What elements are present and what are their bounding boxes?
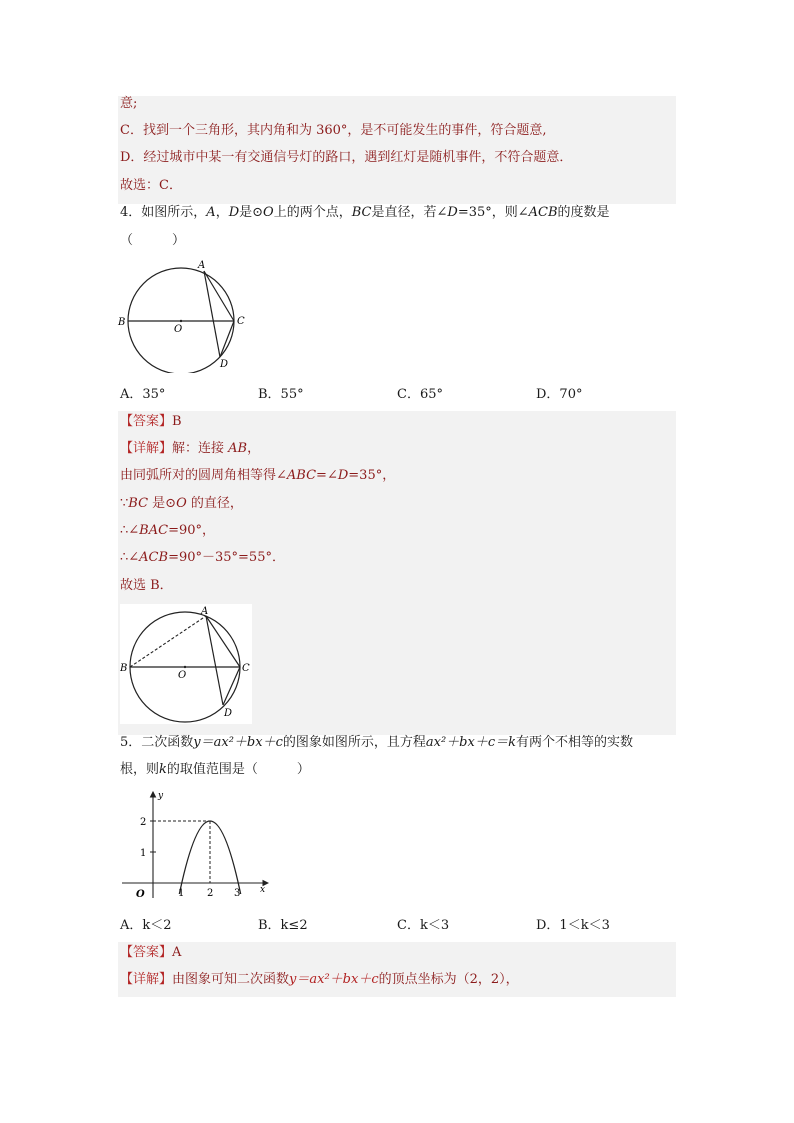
q4-fig-label-D: D [220, 359, 229, 370]
q5-axis-y-label: y [158, 791, 164, 801]
q4-detail-2: 由同弧所对的圆周角相等得∠ABC=∠D=35°， [120, 468, 396, 483]
q4-option-c: C．65° [397, 387, 443, 402]
q4-option-d: D．70° [536, 387, 583, 402]
q5-answer: 【答案】A [120, 945, 182, 960]
q4-stem: 4．如图所示，A，D是⊙O上的两个点，BC是直径，若∠D=35°，则∠ACB的度数是 [120, 205, 610, 220]
q4-detail-3: ∵BC 是⊙O 的直径， [120, 496, 243, 511]
q5-option-c: C．k＜3 [397, 918, 450, 933]
q4-option-a: A．35° [120, 387, 166, 402]
q5-tick-x3: 3 [234, 888, 241, 899]
q4-fig-label-B: B [118, 317, 126, 328]
q4-fig-label-A: A [198, 260, 206, 271]
q5-axis-x-label: x [260, 885, 266, 895]
prev-line-4: 故选：C． [120, 178, 182, 193]
q5-option-b: B．k≤2 [258, 918, 308, 933]
q4-circle-figure [116, 255, 256, 373]
q5-tick-x2: 2 [207, 888, 214, 899]
q4-answer: 【答案】B [120, 414, 182, 429]
q4-ans-label-A: A [201, 606, 209, 617]
q4-detail-5: ∴∠ACB=90°－35°=55°． [120, 550, 285, 565]
q5-stem-2: 根，则k的取值范围是（ ） [120, 762, 310, 777]
q4-ans-label-C: C [242, 663, 250, 674]
q5-option-a: A．k＜2 [120, 918, 172, 933]
q4-ans-label-D: D [224, 708, 233, 719]
q5-detail-1: 【详解】由图象可知二次函数y＝ax²＋bx＋c的顶点坐标为（2，2）， [120, 972, 519, 987]
prev-line-1: 意; [120, 96, 138, 111]
q4-conclusion: 故选 B． [120, 578, 173, 593]
q4-answer-figure [120, 604, 252, 724]
q4-detail-4: ∴∠BAC=90°， [120, 523, 215, 538]
q5-parabola-graph [118, 786, 276, 902]
q5-tick-y1: 1 [140, 848, 147, 859]
prev-line-3: D．经过城市中某一有交通信号灯的路口，遇到红灯是随机事件，不符合题意． [120, 150, 573, 165]
q4-paren: （ ） [120, 233, 186, 248]
q5-origin-label: O [136, 889, 145, 900]
q5-tick-x1: 1 [178, 888, 185, 899]
q5-tick-y2: 2 [140, 817, 147, 828]
q4-detail-1: 【详解】解：连接 AB， [120, 441, 261, 456]
q4-ans-label-O: O [178, 670, 187, 681]
q5-stem-1: 5．二次函数y＝ax²＋bx＋c的图象如图所示，且方程ax²＋bx＋c＝k有两个不相等的实数 [120, 735, 634, 750]
q4-option-b: B．55° [258, 387, 304, 402]
prev-line-2: C．找到一个三角形，其内角和为 360°，是不可能发生的事件，符合题意, [120, 123, 547, 138]
q4-fig-label-C: C [237, 316, 245, 327]
q4-ans-label-B: B [120, 663, 128, 674]
q4-fig-label-O: O [174, 324, 183, 335]
q5-option-d: D．1＜k＜3 [536, 918, 610, 933]
